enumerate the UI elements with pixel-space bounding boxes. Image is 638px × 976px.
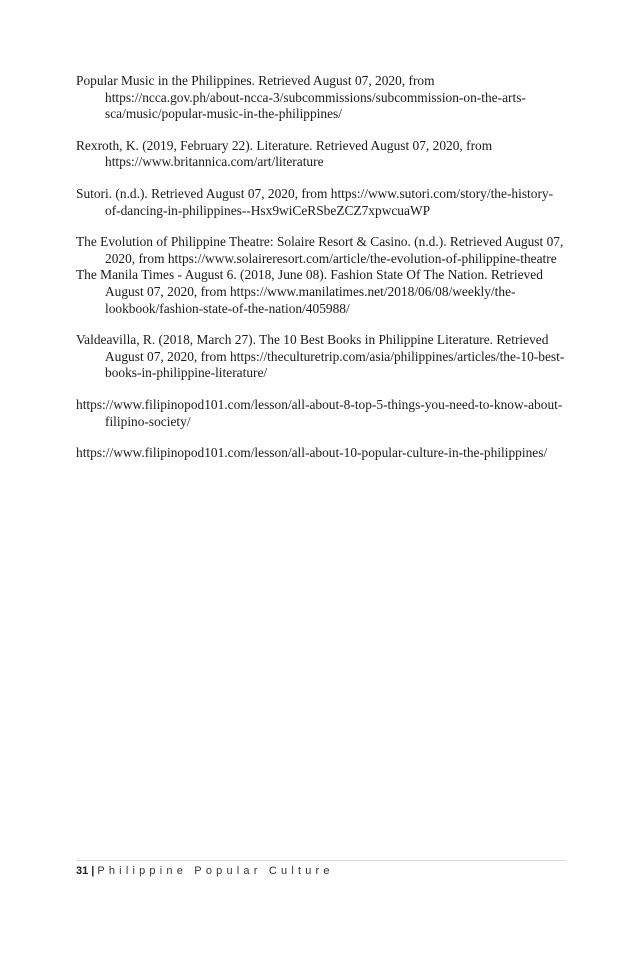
page-number: 31	[76, 865, 89, 877]
page-footer	[76, 865, 334, 877]
footer-separator: |	[91, 865, 95, 877]
reference-entry: Rexroth, K. (2019, February 22). Literature. Retrieved August 07, 2020, from https://www.britannica.com/art/literature	[76, 137, 493, 170]
reference-entry: Popular Music in the Philippines. Retrieved August 07, 2020, from https://ncca.gov.ph/about-ncca-3/subcommissions/subcommission-on-the-arts-sca/music/popular-music-in-the-philippines/	[76, 73, 526, 122]
reference-entry: https://www.filipinopod101.com/lesson/all-about-8-top-5-things-you-need-to-know-about- filipino-society/	[76, 396, 563, 429]
reference-list	[76, 73, 566, 477]
reference-entry: Valdeavilla, R. (2018, March 27). The 10 Best Books in Philippine Literature. Retrieved August 07, 2020, from https://theculturetrip.com/asia/philippines/articles/the-10-best-books-in-philippine-literature/	[76, 332, 565, 381]
reference-entry: Sutori. (n.d.). Retrieved August 07, 2020, from https://www.sutori.com/story/the-history-of-dancing-in-philippines--Hsx9wiCeRSbeZCZ7xpwcuaWP	[76, 185, 554, 218]
footer-divider	[76, 860, 566, 861]
reference-entry: The Evolution of Philippine Theatre: Solaire Resort & Casino. (n.d.). Retrieved August 07, 2020, from https://www.solaireresort.com/article/the-evolution-of-philippine-theatre	[76, 234, 564, 266]
footer-book-title: Philippine Popular Culture	[97, 865, 334, 877]
reference-entry: https://www.filipinopod101.com/lesson/all-about-10-popular-culture-in-the-philippines/	[76, 445, 548, 461]
reference-entry: The Manila Times - August 6. (2018, June 08). Fashion State Of The Nation. Retrieved August 07, 2020, from https://www.manilatimes.net/2018/06/08/weekly/the-lookbook/fashion-state-of-the-nation/405988/	[76, 267, 543, 316]
